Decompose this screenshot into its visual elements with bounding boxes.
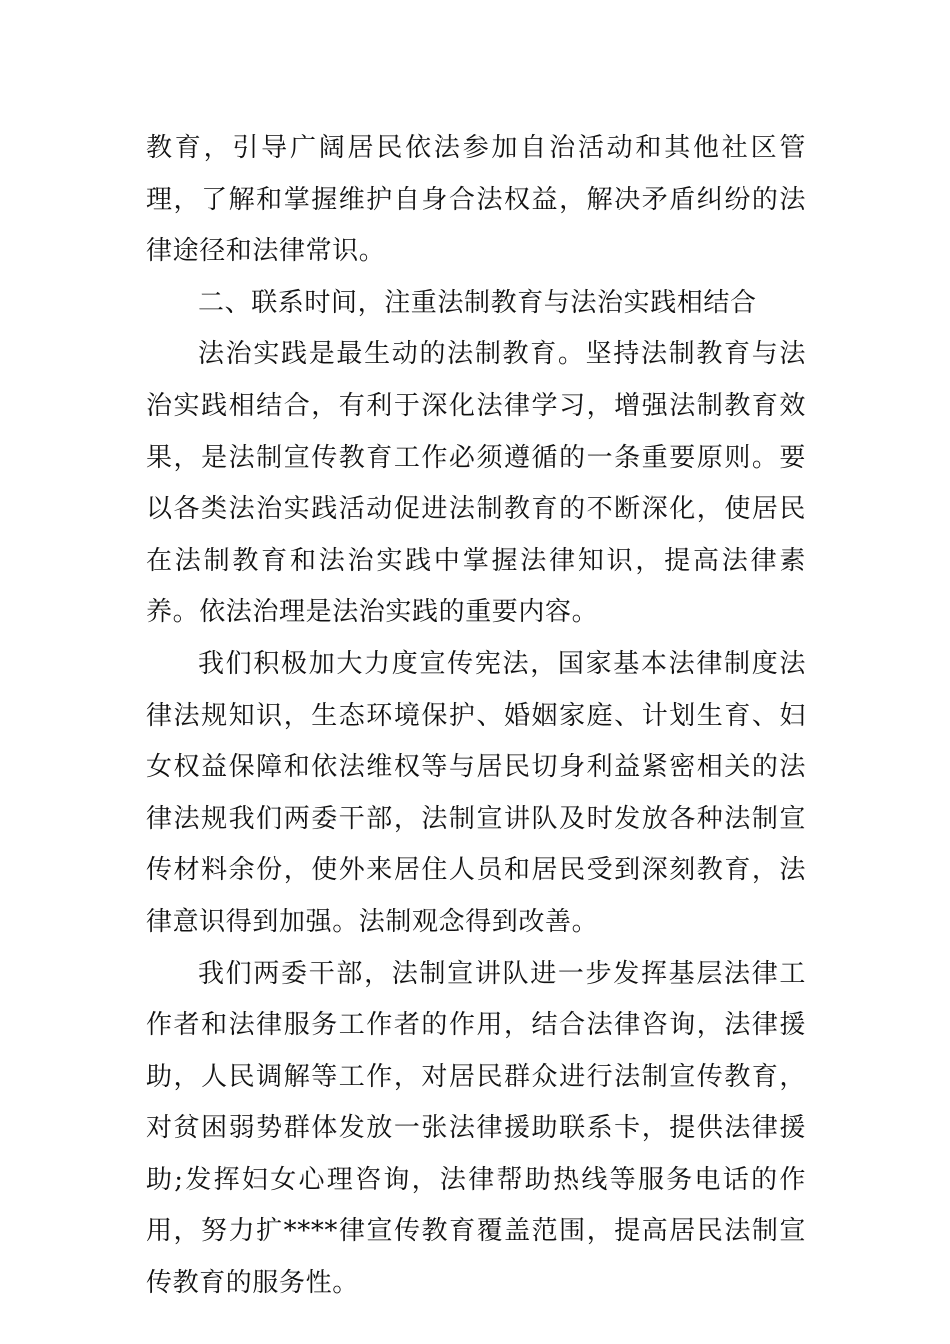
paragraph-constitution-publicity: 我们积极加大力度宣传宪法，国家基本法律制度法律法规知识，生态环境保护、婚姻家庭、计划生育、妇女权益保障和依法维权等与居民切身利益紧密相关的法律法规我们两委干部，法制宣讲队及时发放各种法制宣传材料余份，使外来居住人员和居民受到深刻教育，法律意识得到加强。法制观念得到改善。 — [146, 648, 806, 937]
paragraph-legal-services: 我们两委干部，法制宣讲队进一步发挥基层法律工作者和法律服务工作者的作用，结合法律咨询，法律援助，人民调解等工作，对居民群众进行法制宣传教育，对贫困弱势群体发放一张法律援助联系卡，提供法律援助;发挥妇女心理咨询，法律帮助热线等服务电话的作用，努力扩****律宣传教育覆盖范围，提高居民法制宣传教育的服务性。 — [146, 958, 806, 1299]
document-body — [146, 123, 806, 1310]
section-heading: 二、联系时间，注重法制教育与法治实践相结合 — [198, 287, 757, 318]
paragraph-continuation: 教育，引导广阔居民依法参加自治活动和其他社区管理，了解和掌握维护自身合法权益，解决矛盾纠纷的法律途径和法律常识。 — [146, 133, 806, 267]
paragraph-law-practice: 法治实践是最生动的法制教育。坚持法制教育与法治实践相结合，有利于深化法律学习，增强法制教育效果，是法制宣传教育工作必须遵循的一条重要原则。要以各类法治实践活动促进法制教育的不断深化，使居民在法制教育和法治实践中掌握法律知识，提高法律素养。依法治理是法治实践的重要内容。 — [146, 339, 806, 628]
